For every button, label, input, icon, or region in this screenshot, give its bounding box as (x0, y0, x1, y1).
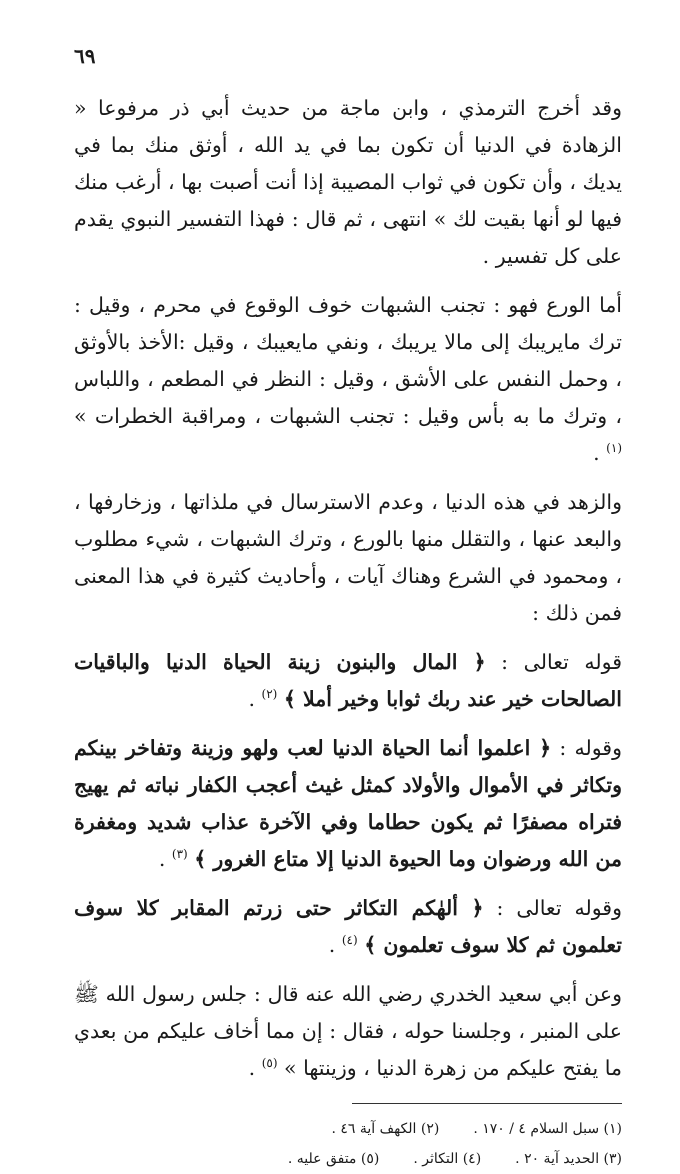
quran-verse: ﴿ المال والبنون زينة الحياة الدنيا والباقيات الصالحات خير عند ربك ثوابا وخير أملا ﴾ (74, 650, 622, 711)
footnote-ref-4[interactable]: (٤) (341, 933, 358, 948)
footnote-ref-5[interactable]: (٥) (261, 1056, 278, 1071)
footnote-3: (٣) الحديد آية ٢٠ . (515, 1151, 622, 1167)
paragraph-zuhd-hadith: وقد أخرج الترمذي ، وابن ماجة من حديث أبي ذر مرفوعا « الزهادة في الدنيا أن تكون بما في يد الله ، أوثق منك بما في يديك ، وأن تكون في ثواب المصيبة إذا أنت أصبت بها ، أرغب منك فيها لو أنها بقيت لك » انتهى ، ثم قال : فهذا التفسير النبوي يقدم على كل تفسير . (74, 96, 622, 268)
footnote-ref-3[interactable]: (٣) (171, 847, 188, 862)
paragraph-verse-kahf: قوله تعالى : ﴿ المال والبنون زينة الحياة الدنيا والباقيات الصالحات خير عند ربك ثوابا وخير أملا ﴾ $^{(٢)}$ . (74, 650, 622, 711)
page-number: ٦٩ (74, 44, 96, 68)
paragraph-hadith-khudri: وعن أبي سعيد الخدري رضي الله عنه قال : جلس رسول الله ﷺ على المنبر ، وجلسنا حوله ، فقال : إن مما أخاف عليكم من بعدي ما يفتح عليكم من زهرة الدنيا ، وزينتها » $^{(٥)}$ . (74, 982, 622, 1080)
paragraph-zuhd-summary: والزهد في هذه الدنيا ، وعدم الاسترسال في ملذاتها ، وزخارفها ، والبعد عنها ، والتقلل منها بالورع ، وترك الشبهات ، شيء مطلوب ، ومحمود في الشرع وهناك آيات ، وأحاديث كثيرة في هذا المعنى فمن ذلك : (74, 490, 622, 625)
paragraph-wara-definition: أما الورع فهو : تجنب الشبهات خوف الوقوع في محرم ، وقيل : ترك مايريبك إلى مالا يريبك ، ونفي مايعيبك ، وقيل :الأخذ بالأوثق ، وحمل النفس على الأشق ، وقيل : النظر في المطعم ، واللباس ، وترك ما به بأس وقيل : تجنب الشبهات ، ومراقبة الخطرات » $^{(١)}$ . (74, 293, 622, 465)
quran-verse: ﴿ ألهٰكم التكاثر حتى زرتم المقابر كلا سوف تعلمون ثم كلا سوف تعلمون ﴾ (74, 896, 622, 957)
footnote-2: (٢) الكهف آية ٤٦ . (331, 1121, 440, 1137)
page-body (74, 90, 622, 1087)
footnote-1: (١) سبل السلام ٤ / ١٧٠ . (473, 1121, 622, 1137)
quran-verse: ﴿ اعلموا أنما الحياة الدنيا لعب ولهو وزينة وتفاخر بينكم وتكاثر في الأموال والأولاد كمثل غيث أعجب الكفار نباته ثم يهيج فتراه مصفرًا ثم يكون حطاما وفي الآخرة عذاب شديد ومغفرة من الله ورضوان وما الحيوة الدنيا إلا متاع الغرور ﴾ (74, 736, 622, 871)
footnote-ref-1[interactable]: (١) (606, 441, 622, 456)
paragraph-verse-takathur: وقوله تعالى : ﴿ ألهٰكم التكاثر حتى زرتم المقابر كلا سوف تعلمون ثم كلا سوف تعلمون ﴾ $^{(٤)}$ . (74, 896, 622, 957)
footnote-row (74, 1144, 622, 1174)
paragraph-verse-hadid: وقوله : ﴿ اعلموا أنما الحياة الدنيا لعب ولهو وزينة وتفاخر بينكم وتكاثر في الأموال والأولاد كمثل غيث أعجب الكفار نباته ثم يهيج فتراه مصفرًا ثم يكون حطاما وفي الآخرة عذاب شديد ومغفرة من الله ورضوان وما الحيوة الدنيا إلا متاع الغرور ﴾ $^{(٣)}$ . (74, 736, 622, 871)
footnote-4: (٤) التكاثر . (413, 1151, 482, 1167)
footnote-5: (٥) متفق عليه . (287, 1151, 380, 1167)
footnotes (74, 1114, 622, 1174)
footnotes-divider (352, 1103, 622, 1104)
footnote-ref-2[interactable]: (٢) (261, 687, 278, 702)
footnote-row (74, 1114, 622, 1144)
